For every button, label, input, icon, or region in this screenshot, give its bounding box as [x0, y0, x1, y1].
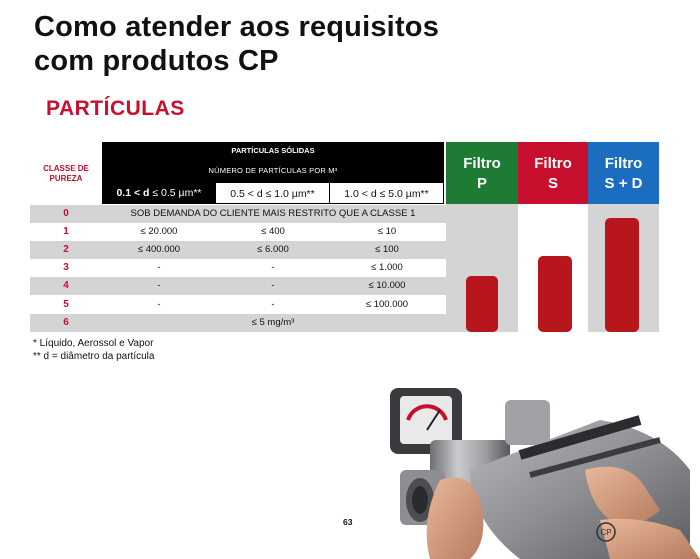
- table-row-class-4: 4 - - ≤ 10.000: [30, 277, 446, 295]
- table-row-class-5: 5 - - ≤ 100.000: [63, 299, 409, 310]
- filter-s-header: Filtro S: [518, 142, 588, 204]
- solid-particles-header: PARTÍCULAS SÓLIDAS: [102, 142, 444, 159]
- size-range-3: 1.0 < d ≤ 5.0 µm**: [330, 182, 444, 204]
- footnote-1: * Líquido, Aerossol e Vapor: [33, 338, 154, 349]
- footnote-2: ** d = diâmetro da partícula: [33, 351, 155, 362]
- section-title: PARTÍCULAS: [46, 97, 185, 120]
- size-range-1: 0.1 < d ≤ 0.5 µm**: [102, 182, 216, 204]
- page-title-line-1: Como atender aos requisitos: [34, 11, 440, 43]
- size-range-2: 0.5 < d ≤ 1.0 µm**: [216, 182, 330, 204]
- table-row-class-0: 0 SOB DEMANDA DO CLIENTE MAIS RESTRITO QUE A CLASSE 1: [30, 205, 446, 223]
- svg-text:CP: CP: [600, 528, 612, 537]
- page-number: 63: [343, 517, 353, 527]
- table-row-class-1: 1 ≤ 20.000 ≤ 400 ≤ 10: [63, 226, 397, 237]
- table-row-class-2: 2 ≤ 400.000 ≤ 6.000 ≤ 100: [30, 241, 446, 259]
- particle-count-header: NÚMERO DE PARTÍCULAS POR M³: [102, 159, 444, 182]
- table-row-class-6: 6 ≤ 5 mg/m³: [30, 314, 446, 332]
- page-title-line-2: com produtos CP: [34, 45, 279, 77]
- table-row-class-3: 3 - - ≤ 1.000: [63, 262, 403, 273]
- filter-sd-header: Filtro S + D: [588, 142, 659, 204]
- purity-class-label: CLASSE DE PUREZA: [43, 164, 89, 183]
- filter-p-header: Filtro P: [446, 142, 518, 204]
